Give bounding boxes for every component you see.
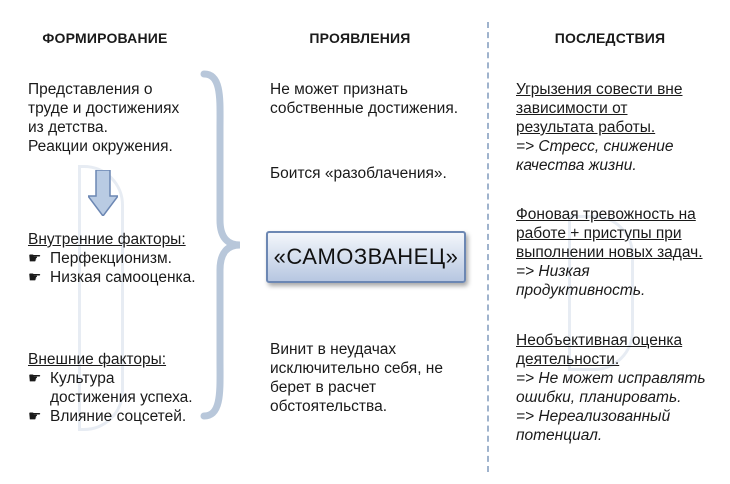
column-divider <box>487 22 489 472</box>
impostor-badge: «САМОЗВАНЕЦ» <box>266 231 466 283</box>
list-item: ☛ Культура <box>28 370 115 387</box>
consequence-3: Необъективная оценка деятельности. => Не может исправлять ошибки, планировать. => Нереализованный потенциал. <box>516 332 706 444</box>
pointing-hand-icon: ☛ <box>28 250 42 267</box>
list-item: ☛ Влияние соцсетей. <box>28 408 187 425</box>
list-item: ☛ Низкая самооценка. <box>28 269 196 286</box>
pointing-hand-icon: ☛ <box>28 269 42 286</box>
header-manifestations: ПРОЯВЛЕНИЯ <box>309 30 411 46</box>
consequence-2: Фоновая тревожность на работе + приступы при выполнении новых задач. => Низкая продуктивность. <box>516 206 703 299</box>
internal-factors-title: Внутренние факторы: <box>28 231 186 248</box>
header-consequences: ПОСЛЕДСТВИЯ <box>554 30 666 46</box>
internal-factors-list <box>28 249 196 287</box>
manifestation-2: Боится «разоблачения». <box>270 165 447 182</box>
consequence-1: Угрызения совести вне зависимости от результата работы. => Стресс, снижение качества жизни. <box>516 81 683 174</box>
external-factors-title: Внешние факторы: <box>28 351 167 368</box>
list-item-continuation: достижения успеха. <box>50 389 193 406</box>
external-factors-list <box>28 369 193 426</box>
manifestation-1: Не может признать собственные достижения. <box>270 81 459 117</box>
manifestation-3: Винит в неудачах исключительно себя, не берет в расчет обстоятельства. <box>270 341 443 415</box>
formation-intro: Представления о труде и достижениях из детства. Реакции окружения. <box>28 81 180 155</box>
down-arrow-icon <box>88 170 118 216</box>
pointing-hand-icon: ☛ <box>28 408 42 425</box>
list-item: ☛ Перфекционизм. <box>28 250 172 267</box>
header-formation: ФОРМИРОВАНИЕ <box>42 30 168 46</box>
curly-brace <box>198 70 246 420</box>
pointing-hand-icon: ☛ <box>28 370 42 387</box>
